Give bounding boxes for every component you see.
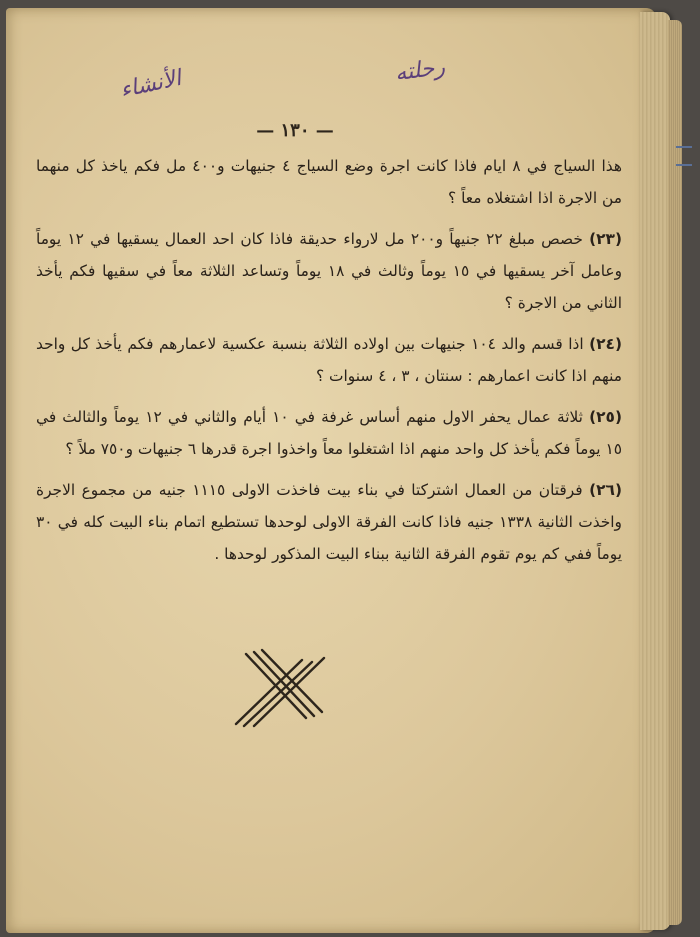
problem-number: (٢٤) (589, 335, 622, 353)
problem-number: (٢٦) (589, 481, 622, 499)
problem-number: (٢٣) (589, 230, 622, 248)
paragraph-text: فرقتان من العمال اشتركتا في بناء بيت فاخذت الاولى ١١١٥ جنيه من مجموع الاجرة واخذت الثانية ١٣٣٨ جنيه فاذا كانت الفرقة الاولى لوحدها تستطيع اتمام بناء البيت كله في ٣٠ يوماً ففي كم يوم تقوم الفرقة الثانية ببناء البيت المذكور لوحدها . (36, 481, 622, 563)
page-edges (640, 12, 670, 930)
crosshatch-ornament-icon (232, 648, 328, 728)
paragraph-text: هذا السياج في ٨ ايام فاذا كانت اجرة وضع السياج ٤ جنيهات و٤٠٠ مل فكم ياخذ كل منهما من الاجرة اذا اشتغلاه معاً ؟ (36, 157, 622, 207)
edge-mark (676, 146, 692, 148)
problem-25 (36, 401, 622, 465)
problem-text (36, 150, 622, 579)
paragraph-continuation (36, 150, 622, 214)
paragraph-text: ثلاثة عمال يحفر الاول منهم أساس غرفة في ١٠ أيام والثاني في ١٢ يوماً والثالث في ١٥ يوماً فكم يأخذ كل واحد منهم اذا اشتغلوا معاً واخذوا اجرة قدرها ٦ جنيهات و٧٥٠ ملاً ؟ (36, 408, 622, 458)
problem-26 (36, 474, 622, 570)
problem-24 (36, 328, 622, 392)
handwritten-note-left: الأنشاء (118, 65, 184, 104)
edge-mark (676, 164, 692, 166)
paragraph-text: خصص مبلغ ٢٢ جنيهاً و٢٠٠ مل لارواء حديقة فاذا كان احد العمال يسقيها في ١٢ يوماً وعامل آخر يسقيها في ١٥ يوماً وثالث في ١٨ يوماً وتساعد الثلاثة معاً في سقيها فكم يأخذ الثاني من الاجرة ؟ (36, 230, 622, 312)
problem-23 (36, 223, 622, 319)
handwritten-signature: رحلته (393, 54, 447, 87)
back-cover-edge (668, 20, 682, 925)
paragraph-text: اذا قسم والد ١٠٤ جنيهات بين اولاده الثلاثة بنسبة عكسية لاعمارهم فكم يأخذ كل واحد منهم اذا كانت اعمارهم : سنتان ، ٣ ، ٤ سنوات ؟ (36, 335, 622, 385)
problem-number: (٢٥) (589, 408, 622, 426)
page-number: — ١٣٠ — (256, 120, 334, 141)
